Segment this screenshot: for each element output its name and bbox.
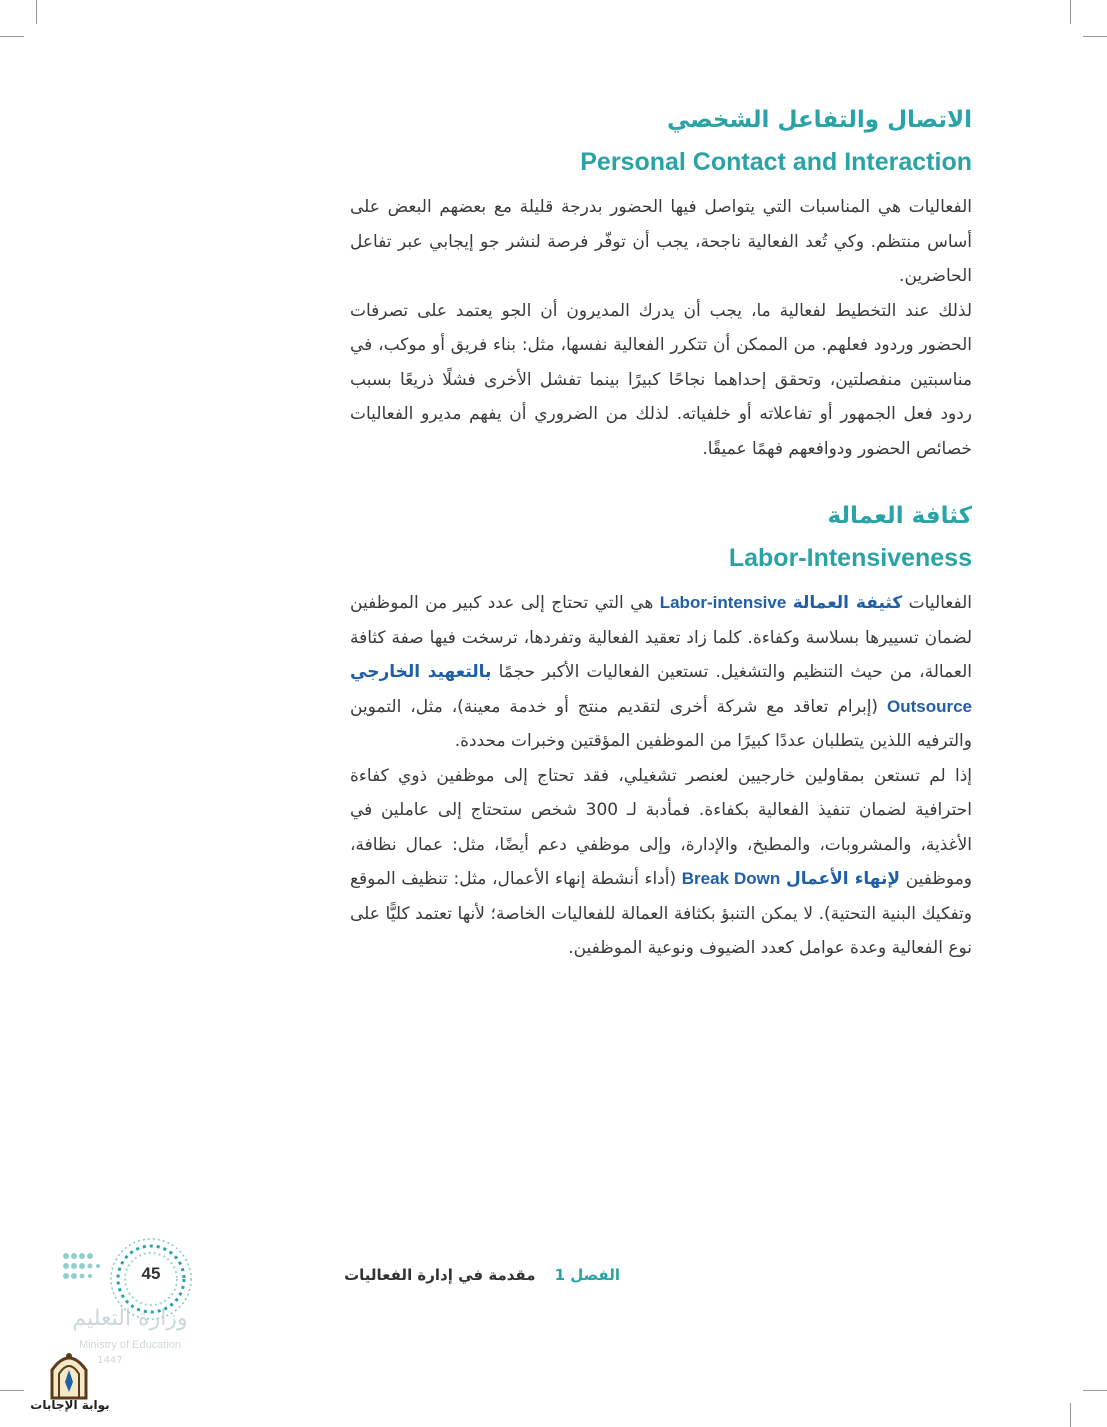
ministry-name-ar: وزارة التعليم — [72, 1306, 188, 1331]
term-ar: كثيفة العمالة — [792, 593, 903, 613]
text-run: الفعاليات — [902, 593, 973, 613]
crop-mark — [0, 1390, 24, 1391]
page-content — [350, 100, 972, 966]
crop-mark — [1083, 36, 1107, 37]
section-title-ar: الاتصال والتفاعل الشخصي — [667, 107, 972, 133]
section-title-en: Personal Contact and Interaction — [580, 148, 972, 176]
crop-mark — [1070, 0, 1071, 24]
crop-mark — [0, 36, 24, 37]
gate-logo-icon — [46, 1348, 92, 1400]
term-en: Labor-intensive — [659, 593, 787, 612]
term-en: Outsource — [886, 696, 972, 716]
text-run: هي التي تحتاج إلى عدد كبير من الموظفين لضمان تسييرها بسلاسة وكفاءة. كلما زاد تعقيد الفعالية وتفردها، ترسخت فيها صفة كثافة العمالة، من حيث التنظيم والتشغيل. تستعين الفعاليات الأكبر حجمًا — [350, 593, 972, 682]
paragraph — [350, 759, 972, 966]
text-run: إذا لم تستعن بمقاولين خارجيين لعنصر تشغيلي، فقد تحتاج إلى موظفين ذوي كفاءة احترافية لضمان تنفيذ الفعالية بكفاءة. فمأدبة لـ 300 شخص ستحتاج إلى عاملين في الأغذية، والمشروبات، والمطبخ، والإدارة، وإلى موظفي دعم أيضًا، مثل: عمال نظافة، وموظفين — [350, 765, 973, 889]
crop-mark — [1083, 1390, 1107, 1391]
watermark-site-name: بوابة الإجابات — [30, 1398, 110, 1412]
section-title-en: Labor-Intensiveness — [728, 544, 972, 572]
crop-mark — [1070, 1403, 1071, 1427]
chapter-title: مقدمة في إدارة الفعاليات — [344, 1266, 536, 1284]
text-run: (إبرام تعاقد مع شركة أخرى لتقديم منتج أو خدمة معينة)، مثل، التموين والترفيه اللذين يتطلبان عددًا كبيرًا من الموظفين المؤقتين وخبرات محددة. — [350, 696, 972, 751]
ministry-year: 1447 — [97, 1355, 123, 1366]
term-ar: بالتعهيد الخارجي — [350, 662, 492, 682]
dot-grid-icon — [62, 1252, 106, 1288]
term-ar: لإنهاء الأعمال — [785, 869, 901, 889]
paragraph: لذلك عند التخطيط لفعالية ما، يجب أن يدرك المديرون أن الجو يعتمد على تصرفات الحضور وردود فعلهم. من الممكن أن تتكرر الفعالية نفسها، مثل: بناء فريق أو موكب، في مناسبتين منفصلتين، وتحقق إحداهما نجاحًا كبيرًا بينما تفشل الأخرى فشلًا ذريعًا بسبب ردود فعل الجمهور أو تفاعلاته أو خلفياته. لذلك من الضروري أن يفهم مديرو الفعاليات خصائص الحضور ودوافعهم فهمًا عميقًا. — [350, 300, 972, 459]
text-run: (أداء أنشطة إنهاء الأعمال، مثل: تنظيف الموقع وتفكيك البنية التحتية). لا يمكن التنبؤ بكثافة العمالة للفعاليات الخاصة؛ لأنها تعتمد كليًّا على نوع الفعالية وعدة عوامل كعدد الضيوف ونوعية الموظفين. — [350, 869, 972, 958]
chapter-label: الفصل 1 — [554, 1266, 620, 1284]
page-footer — [344, 1266, 620, 1284]
paragraph — [350, 586, 972, 759]
paragraph: الفعاليات هي المناسبات التي يتواصل فيها الحضور بدرجة قليلة مع بعضهم البعض على أساس منتظم. وكي تُعد الفعالية ناجحة، يجب أن توفّر فرصة لنشر جو إيجابي عبر تفاعل الحاضرين. — [350, 197, 972, 286]
page-number: 45 — [141, 1264, 161, 1283]
term-en: Break Down — [681, 869, 781, 888]
crop-mark — [36, 0, 37, 24]
ministry-name-en: Ministry of Education — [78, 1339, 182, 1351]
section-title-ar: كثافة العمالة — [827, 503, 972, 529]
